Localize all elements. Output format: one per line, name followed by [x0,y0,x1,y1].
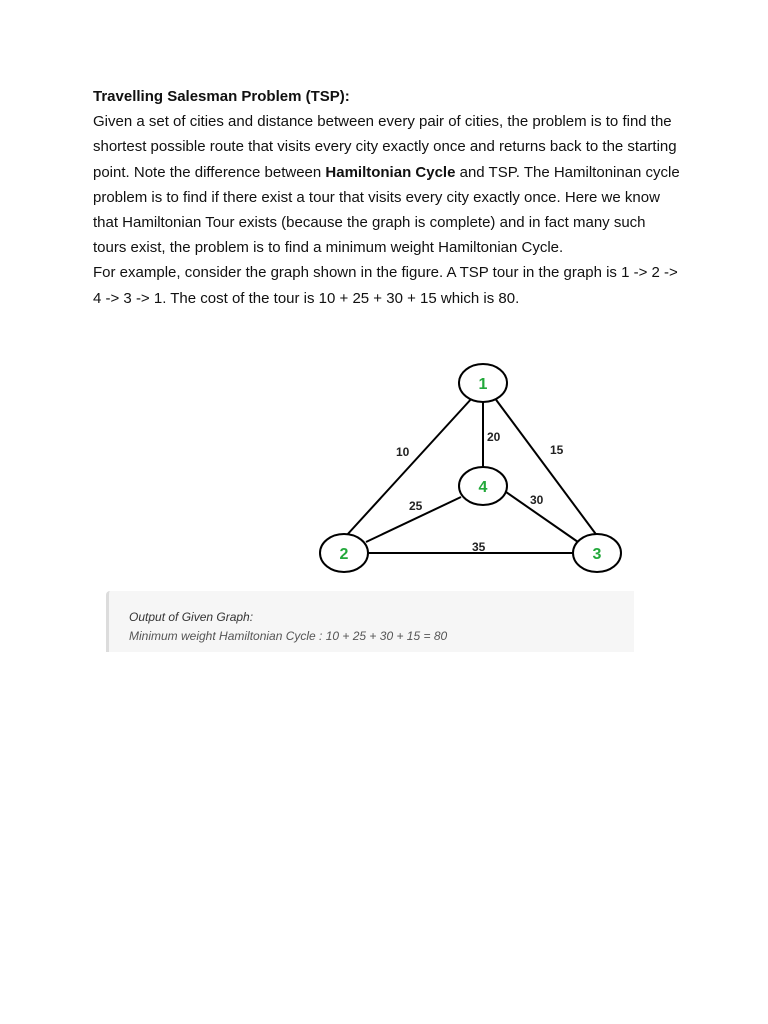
output-text: Minimum weight Hamiltonian Cycle : 10 + 25 + 30 + 15 = 80 [129,629,448,643]
edge-label-2-4: 25 [409,499,423,513]
node-1-label: 1 [478,376,488,393]
output-title: Output of Given Graph: [129,610,254,624]
edge-1-3 [494,397,598,537]
paragraph-definition-text-a: Given a set of cities and distance between every pair of cities, the problem is to find the shortest possible route that visits every city exactly once and returns back to the starting point. Note the difference between [93,113,677,181]
hamiltonian-cycle-term: Hamiltonian Cycle [325,163,456,181]
graph-svg [316,362,636,580]
paragraph-definition-text-b: and TSP. The Hamiltoninan cycle problem is to find if there exist a tour that visits every city exactly once. Here we know that Hamiltonian Tour exists (because the graph is complete) and in fact many such tours exist, the problem is to find a minimum weight Hamiltonian Cycle. [93,163,680,257]
tsp-graph-figure [316,362,636,580]
paragraph-example: For example, consider the graph shown in the figure. A TSP tour in the graph is 1 -> 2 -> 4 -> 3 -> 1. The cost of the tour is 10 + 25 + 30 + 15 which is 80. [93,264,678,307]
edge-1-2 [346,397,473,536]
output-box [106,591,634,652]
node-3-label: 3 [592,546,602,563]
edge-label-2-3: 35 [472,540,486,554]
node-2-label: 2 [339,546,349,563]
article-text [93,84,683,311]
edge-label-1-4: 20 [487,430,501,444]
article-title: Travelling Salesman Problem (TSP): [93,88,350,105]
edge-label-1-3: 15 [550,443,564,457]
edge-label-1-2: 10 [396,445,410,459]
node-4-label: 4 [478,479,488,496]
edge-label-3-4: 30 [530,493,544,507]
paragraph-definition [93,109,683,260]
